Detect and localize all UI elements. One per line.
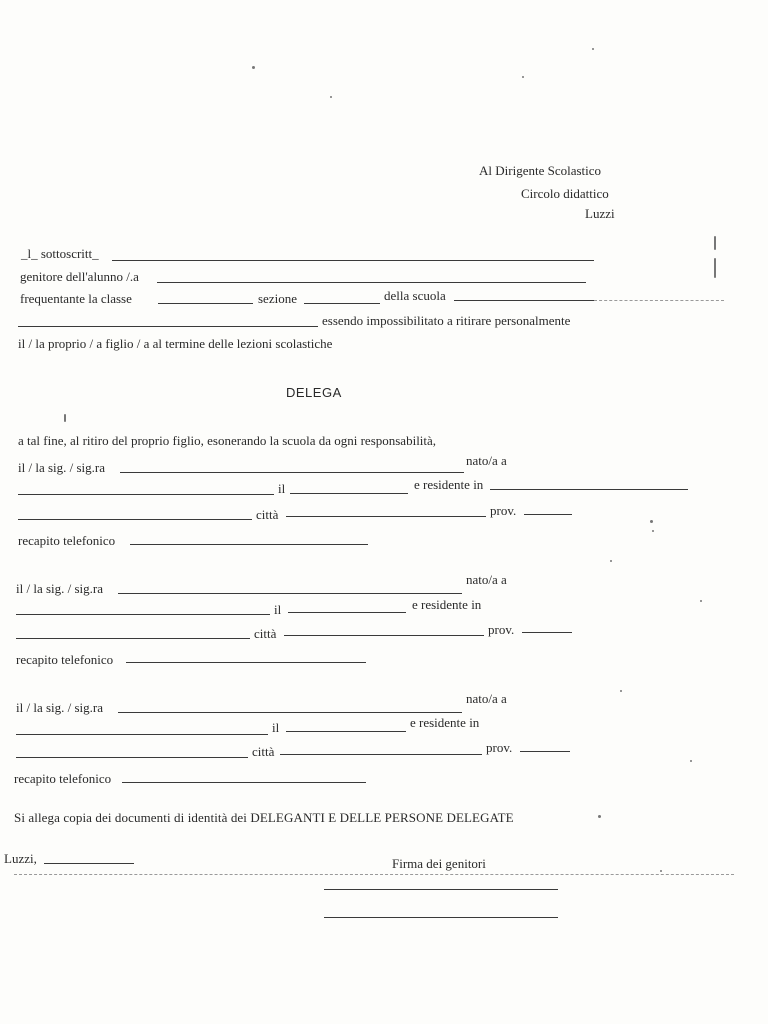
delegate-2-citta-label: città — [254, 626, 277, 641]
delegate-3-birthplace-field[interactable] — [16, 734, 268, 735]
recipient-line-2: Circolo didattico — [521, 186, 609, 201]
sezione-field[interactable] — [304, 303, 380, 304]
purpose-text: a tal fine, al ritiro del proprio figlio, esonerando la scuola da ogni responsabilità, — [18, 433, 437, 448]
delegate-3-prov-field[interactable] — [520, 751, 570, 752]
delegate-2-recapito-label: recapito telefonico — [16, 652, 114, 667]
delegate-3-citta-label: città — [252, 744, 275, 759]
alunno-field[interactable] — [157, 282, 586, 283]
scan-speck — [620, 690, 622, 692]
scan-speck — [598, 815, 601, 818]
delegate-2-address-field[interactable] — [16, 638, 250, 639]
delegate-1-citta-label: città — [256, 507, 279, 522]
delegate-2-phone-field[interactable] — [126, 662, 366, 663]
delegate-2-city-field[interactable] — [284, 635, 484, 636]
scan-speck — [252, 66, 255, 69]
scan-artifact — [594, 300, 724, 301]
scuola-field-continued[interactable] — [18, 326, 318, 327]
document-title: DELEGA — [286, 385, 342, 400]
scuola-label: della scuola — [384, 288, 446, 303]
sottoscritti-field[interactable] — [112, 260, 594, 261]
scan-speck — [652, 530, 654, 532]
delegate-1-phone-field[interactable] — [130, 544, 368, 545]
scan-speck — [660, 870, 662, 872]
delegate-2-birthplace-field[interactable] — [16, 614, 270, 615]
recipient-line-1: Al Dirigente Scolastico — [479, 163, 602, 178]
delegate-2-name-field[interactable] — [118, 593, 462, 594]
delegate-3-sig-label: il / la sig. / sig.ra — [16, 700, 104, 715]
delegate-2-date-field[interactable] — [288, 612, 406, 613]
delegate-2-nato-label: nato/a a — [466, 572, 507, 587]
scan-speck — [650, 520, 653, 523]
classe-field[interactable] — [158, 303, 253, 304]
proprio-figlio-text: il / la proprio / a figlio / a al termine delle lezioni scolastiche — [18, 336, 333, 351]
delegate-1-name-field[interactable] — [120, 472, 464, 473]
delegate-1-nato-label: nato/a a — [466, 453, 507, 468]
scan-speck — [714, 258, 716, 278]
delegate-3-residente-label: e residente in — [410, 715, 480, 730]
delegate-3-name-field[interactable] — [118, 712, 462, 713]
delegate-2-residente-label: e residente in — [412, 597, 482, 612]
delegate-3-city-field[interactable] — [280, 754, 482, 755]
delegate-1-prov-label: prov. — [490, 503, 517, 518]
delegate-2-sig-label: il / la sig. / sig.ra — [16, 581, 104, 596]
delegate-3-date-field[interactable] — [286, 731, 406, 732]
scan-speck — [610, 560, 612, 562]
delegate-1-residence-field[interactable] — [490, 489, 688, 490]
signature-label: Firma dei genitori — [392, 856, 486, 871]
delegate-1-prov-field[interactable] — [524, 514, 572, 515]
scan-speck — [64, 414, 66, 422]
sezione-label: sezione — [258, 291, 297, 306]
signature-field-1[interactable] — [324, 889, 558, 890]
delegate-3-phone-field[interactable] — [122, 782, 366, 783]
signature-field-2[interactable] — [324, 917, 558, 918]
scan-speck — [700, 600, 702, 602]
delegate-1-city-field[interactable] — [286, 516, 486, 517]
scan-speck — [690, 760, 692, 762]
scan-speck — [714, 236, 716, 250]
scan-speck — [592, 48, 594, 50]
delegate-3-recapito-label: recapito telefonico — [14, 771, 112, 786]
delegate-3-il-label: il — [272, 720, 280, 735]
essendo-text: essendo impossibilitato a ritirare personalmente — [322, 313, 571, 328]
classe-label: frequentante la classe — [20, 291, 132, 306]
recipient-line-3: Luzzi — [585, 206, 615, 221]
scuola-field[interactable] — [454, 300, 594, 301]
delegate-1-recapito-label: recapito telefonico — [18, 533, 116, 548]
delegate-1-address-field[interactable] — [18, 519, 252, 520]
sottoscritti-label: _l_ sottoscritt_ — [21, 246, 99, 261]
scan-speck — [330, 96, 332, 98]
date-field[interactable] — [44, 863, 134, 864]
delegate-2-prov-label: prov. — [488, 622, 515, 637]
attachment-note: Si allega copia dei documenti di identità dei DELEGANTI E DELLE PERSONE DELEGATE — [14, 810, 514, 825]
delegate-1-birthplace-field[interactable] — [18, 494, 274, 495]
scan-artifact-line — [14, 874, 734, 875]
delegate-3-address-field[interactable] — [16, 757, 248, 758]
delegate-1-sig-label: il / la sig. / sig.ra — [18, 460, 106, 475]
delegate-1-residente-label: e residente in — [414, 477, 484, 492]
delegate-3-prov-label: prov. — [486, 740, 513, 755]
genitore-label: genitore dell'alunno /.a — [20, 269, 139, 284]
delegate-2-prov-field[interactable] — [522, 632, 572, 633]
delegate-3-nato-label: nato/a a — [466, 691, 507, 706]
place-label: Luzzi, — [4, 851, 37, 866]
delegate-1-date-field[interactable] — [290, 493, 408, 494]
scan-speck — [522, 76, 524, 78]
delegate-1-il-label: il — [278, 481, 286, 496]
delegate-2-il-label: il — [274, 602, 282, 617]
